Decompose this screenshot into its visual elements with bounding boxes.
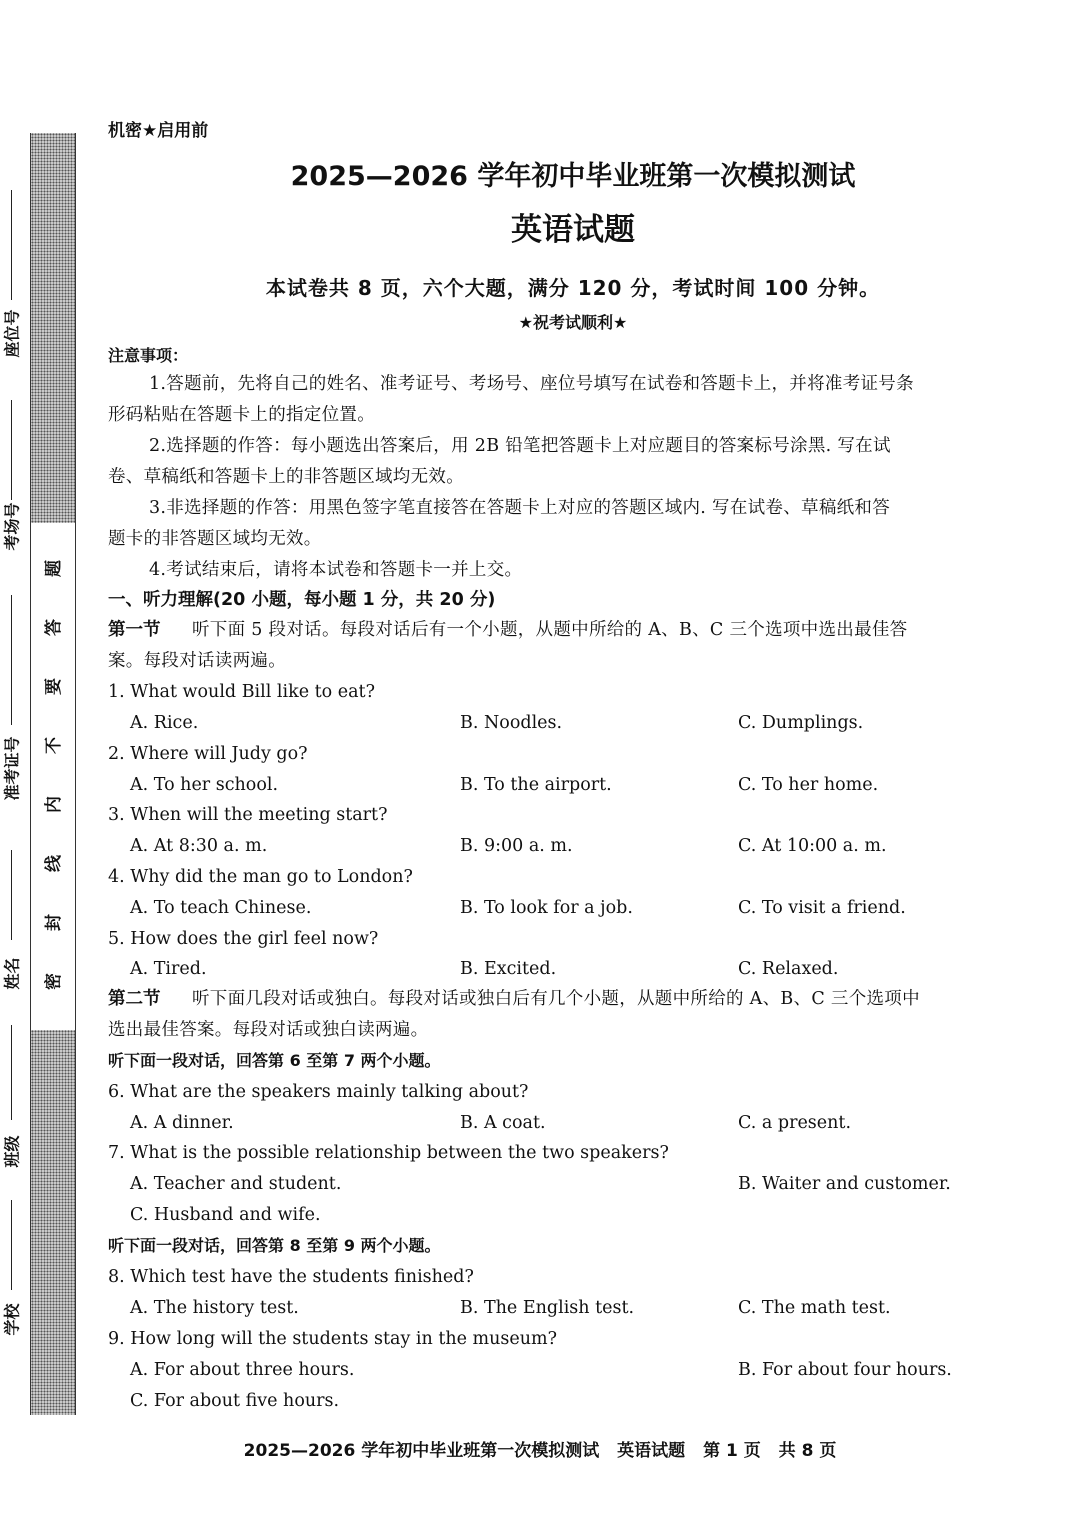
note-line: 1.答题前，先将自己的姓名、准考证号、考场号、座位号填写在试卷和答题卡上，并将准考证号条: [149, 374, 914, 394]
part-one-heading: 一、听力理解(20 小题，每小题 1 分，共 20 分): [108, 590, 496, 610]
school-label: 学校: [2, 1303, 22, 1336]
page-footer: [0, 1436, 1080, 1461]
question-9: 9. How long will the students stay in the museum?: [108, 1329, 558, 1349]
option-c: C. a present.: [738, 1113, 852, 1133]
option-b: B. Waiter and customer.: [738, 1174, 951, 1194]
option-c: C. Dumplings.: [738, 713, 864, 733]
option-b: B. To look for a job.: [460, 898, 633, 918]
option-c: C. The math test.: [738, 1298, 891, 1318]
section-one-label: 第一节: [108, 620, 161, 640]
class-label: 班级: [2, 1135, 22, 1168]
option-b: B. The English test.: [460, 1298, 635, 1318]
footer-page-number: 第 1 页: [703, 1441, 761, 1461]
exam-title: 2025—2026 学年初中毕业班第一次模拟测试: [290, 161, 856, 192]
option-a: A. To her school.: [130, 775, 279, 795]
note-line: 3.非选择题的作答：用黑色签字笔直接答在答题卡上对应的答题区域内. 写在试卷、草稿纸和答: [149, 498, 891, 518]
footer-total-pages: 共 8 页: [778, 1441, 837, 1461]
note-line: 形码粘贴在答题卡上的指定位置。: [108, 405, 375, 425]
seal-char: 线: [43, 855, 64, 872]
seat-no-line: [11, 190, 12, 300]
option-c: C. Husband and wife.: [130, 1205, 321, 1225]
section-one-instructions: 案。每段对话读两遍。: [108, 651, 286, 671]
class-line: [11, 1025, 12, 1120]
seal-char: 不: [43, 737, 64, 754]
note-line: 题卡的非答题区域均无效。: [108, 529, 322, 549]
option-a: A. Teacher and student.: [130, 1174, 342, 1194]
option-a: A. Rice.: [130, 713, 199, 733]
dialogue-instruction: 听下面一段对话，回答第 6 至第 7 两个小题。: [108, 1051, 441, 1070]
binding-pattern-top: [30, 133, 76, 523]
question-7: 7. What is the possible relationship between the two speakers?: [108, 1143, 669, 1163]
footer-subject: 英语试题: [617, 1441, 686, 1461]
school-line: [11, 1200, 12, 1290]
note-line: 4.考试结束后，请将本试卷和答题卡一并上交。: [149, 560, 523, 580]
room-no-line: [11, 400, 12, 500]
question-2: 2. Where will Judy go?: [108, 744, 308, 764]
seal-char: 答: [43, 619, 64, 636]
seal-char: 封: [43, 914, 64, 931]
note-line: 卷、草稿纸和答题卡上的非答题区域均无效。: [108, 467, 464, 487]
note-line: 2.选择题的作答：每小题选出答案后，用 2B 铅笔把答题卡上对应题目的答案标号涂黑. 写在试: [149, 436, 891, 456]
option-c: C. For about five hours.: [130, 1391, 340, 1411]
question-4: 4. Why did the man go to London?: [108, 867, 413, 887]
option-c: C. Relaxed.: [738, 959, 839, 979]
section-two-instructions: 选出最佳答案。每段对话或独白读两遍。: [108, 1020, 429, 1040]
subject-title: 英语试题: [511, 212, 635, 248]
option-c: C. To her home.: [738, 775, 879, 795]
option-c: C. At 10:00 a. m.: [738, 836, 887, 856]
good-luck-wish: ★祝考试顺利★: [518, 313, 628, 332]
option-b: B. Noodles.: [460, 713, 563, 733]
binding-pattern-bottom: [30, 1030, 76, 1415]
dialogue-instruction: 听下面一段对话，回答第 8 至第 9 两个小题。: [108, 1236, 441, 1255]
section-one-instructions: 听下面 5 段对话。每段对话后有一个小题，从题中所给的 A、B、C 三个选项中选出最佳答: [192, 620, 908, 640]
seal-char: 内: [43, 796, 64, 813]
name-line: [11, 850, 12, 940]
option-a: A. To teach Chinese.: [130, 898, 312, 918]
seal-char: 密: [43, 973, 64, 990]
seat-no-label: 座位号: [2, 309, 22, 358]
question-1: 1. What would Bill like to eat?: [108, 682, 375, 702]
seal-line-notice: [40, 560, 68, 990]
question-3: 3. When will the meeting start?: [108, 805, 388, 825]
option-a: A. At 8:30 a. m.: [130, 836, 268, 856]
question-6: 6. What are the speakers mainly talking about?: [108, 1082, 529, 1102]
question-5: 5. How does the girl feel now?: [108, 929, 379, 949]
paper-info: 本试卷共 8 页，六个大题，满分 120 分，考试时间 100 分钟。: [265, 276, 881, 300]
seal-char: 题: [43, 560, 64, 577]
section-two-label: 第二节: [108, 989, 161, 1009]
option-b: B. For about four hours.: [738, 1360, 952, 1380]
option-b: B. Excited.: [460, 959, 557, 979]
option-a: A. A dinner.: [130, 1113, 234, 1133]
name-label: 姓名: [2, 957, 22, 990]
option-a: A. Tired.: [130, 959, 207, 979]
section-two-instructions: 听下面几段对话或独白。每段对话或独白后有几个小题，从题中所给的 A、B、C 三个选项中: [192, 989, 920, 1009]
option-a: A. The history test.: [130, 1298, 299, 1318]
question-8: 8. Which test have the students finished?: [108, 1267, 474, 1287]
room-no-label: 考场号: [2, 502, 22, 551]
seal-char: 要: [43, 678, 64, 695]
ticket-no-line: [11, 595, 12, 725]
footer-title: 2025—2026 学年初中毕业班第一次模拟测试: [243, 1441, 600, 1461]
option-b: B. To the airport.: [460, 775, 612, 795]
ticket-no-label: 准考证号: [2, 736, 22, 801]
notes-heading: 注意事项：: [108, 346, 189, 365]
option-a: A. For about three hours.: [130, 1360, 355, 1380]
option-c: C. To visit a friend.: [738, 898, 906, 918]
option-b: B. A coat.: [460, 1113, 546, 1133]
confidential-mark: 机密★启用前: [108, 121, 209, 141]
option-b: B. 9:00 a. m.: [460, 836, 573, 856]
